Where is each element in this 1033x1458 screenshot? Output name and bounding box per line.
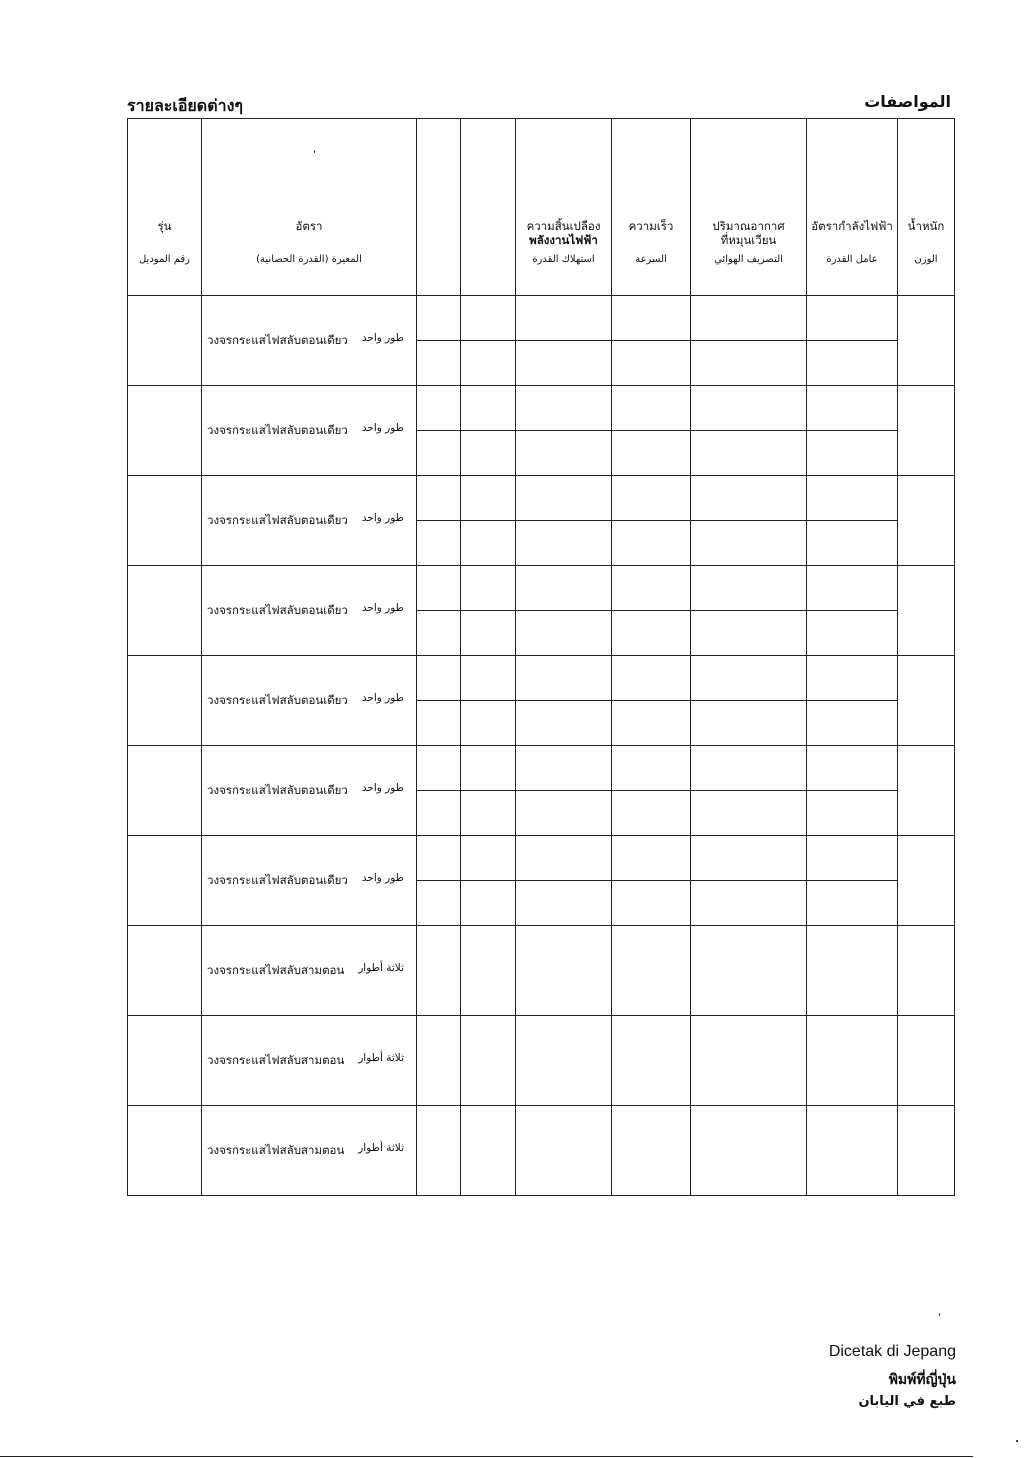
rating-cell xyxy=(202,386,417,476)
table-row xyxy=(128,476,955,521)
phase-thai: วงจรกระแสไฟสลับตอนเดียว xyxy=(207,603,348,617)
col-consumption-arabic: استهلاك القدرة xyxy=(532,254,595,265)
power-factor-cell xyxy=(807,836,898,881)
col-weight xyxy=(898,119,955,296)
consumption-cell xyxy=(516,746,612,791)
col-power-factor-thai: อัตรากำลังไฟฟ้า xyxy=(811,219,893,233)
voltage-cell xyxy=(417,836,461,881)
power-factor-cell xyxy=(807,296,898,341)
air-cell xyxy=(691,566,807,611)
col-model-thai: รุ่น xyxy=(157,219,172,233)
phase-arabic: ثلاثة أطوار xyxy=(358,1142,404,1154)
model-cell xyxy=(128,1106,202,1196)
consumption-cell xyxy=(516,521,612,566)
page-title-thai: รายละเอียดต่างๆ xyxy=(127,96,243,115)
frequency-cell xyxy=(461,926,516,1016)
voltage-cell xyxy=(417,341,461,386)
phase-arabic: ثلاثة أطوار xyxy=(358,1052,404,1064)
col-voltage xyxy=(417,119,461,296)
table-row xyxy=(128,836,955,881)
air-cell xyxy=(691,1106,807,1196)
model-cell xyxy=(128,656,202,746)
rating-cell xyxy=(202,1016,417,1106)
model-cell xyxy=(128,1016,202,1106)
model-cell xyxy=(128,926,202,1016)
col-air-arabic: التصريف الهوائي xyxy=(714,254,783,265)
phase-thai: วงจรกระแสไฟสลับตอนเดียว xyxy=(207,783,348,797)
consumption-cell xyxy=(516,1106,612,1196)
air-cell xyxy=(691,791,807,836)
air-cell xyxy=(691,341,807,386)
model-cell xyxy=(128,566,202,656)
col-consumption-thai: ความสิ้นเปลือง พลังงานไฟฟ้า xyxy=(526,219,601,247)
rating-cell xyxy=(202,296,417,386)
voltage-cell xyxy=(417,1016,461,1106)
phase-arabic: ثلاثة أطوار xyxy=(358,962,404,974)
col-rating xyxy=(202,119,417,296)
frequency-cell xyxy=(461,431,516,476)
consumption-cell xyxy=(516,836,612,881)
col-speed xyxy=(612,119,691,296)
weight-cell xyxy=(898,926,955,1016)
speed-cell xyxy=(612,836,691,881)
frequency-cell xyxy=(461,656,516,701)
phase-arabic: طور واحد xyxy=(361,512,404,524)
speed-cell xyxy=(612,476,691,521)
air-cell xyxy=(691,476,807,521)
speed-cell xyxy=(612,386,691,431)
air-cell xyxy=(691,881,807,926)
voltage-cell xyxy=(417,566,461,611)
air-cell xyxy=(691,656,807,701)
model-cell xyxy=(128,746,202,836)
consumption-cell xyxy=(516,296,612,341)
voltage-cell xyxy=(417,386,461,431)
power-factor-cell xyxy=(807,1016,898,1106)
speed-cell xyxy=(612,881,691,926)
col-speed-arabic: السرعة xyxy=(635,254,667,265)
consumption-cell xyxy=(516,926,612,1016)
power-factor-cell xyxy=(807,476,898,521)
speed-cell xyxy=(612,341,691,386)
page-title-arabic: المواصفات xyxy=(864,92,951,111)
spec-table xyxy=(127,118,955,1196)
table-row xyxy=(128,656,955,701)
model-cell xyxy=(128,476,202,566)
voltage-cell xyxy=(417,611,461,656)
frequency-cell xyxy=(461,611,516,656)
frequency-cell xyxy=(461,521,516,566)
voltage-cell xyxy=(417,701,461,746)
phase-arabic: طور واحد xyxy=(361,782,404,794)
speed-cell xyxy=(612,521,691,566)
phase-thai: วงจรกระแสไฟสลับสามตอน xyxy=(207,1053,345,1067)
phase-thai: วงจรกระแสไฟสลับตอนเดียว xyxy=(207,423,348,437)
model-cell xyxy=(128,836,202,926)
table-row xyxy=(128,1016,955,1106)
speed-cell xyxy=(612,656,691,701)
printed-in-arabic: طبع في اليابان xyxy=(858,1394,956,1409)
frequency-cell xyxy=(461,341,516,386)
consumption-cell xyxy=(516,566,612,611)
footer-tick-mark: ʹ xyxy=(938,1312,942,1325)
power-factor-cell xyxy=(807,746,898,791)
power-factor-cell xyxy=(807,566,898,611)
air-cell xyxy=(691,701,807,746)
voltage-cell xyxy=(417,656,461,701)
bottom-divider xyxy=(0,1456,973,1457)
speed-cell xyxy=(612,791,691,836)
speed-cell xyxy=(612,296,691,341)
air-cell xyxy=(691,521,807,566)
col-power-factor-arabic: عامل القدرة xyxy=(826,254,878,265)
rating-cell xyxy=(202,1106,417,1196)
air-cell xyxy=(691,746,807,791)
consumption-cell xyxy=(516,701,612,746)
power-factor-cell xyxy=(807,656,898,701)
consumption-cell xyxy=(516,881,612,926)
phase-thai: วงจรกระแสไฟสลับตอนเดียว xyxy=(207,333,348,347)
rating-cell xyxy=(202,746,417,836)
frequency-cell xyxy=(461,746,516,791)
table-row xyxy=(128,1106,955,1196)
air-cell xyxy=(691,386,807,431)
consumption-cell xyxy=(516,341,612,386)
voltage-cell xyxy=(417,881,461,926)
col-rating-thai: อัตรา xyxy=(295,219,323,233)
rating-cell xyxy=(202,926,417,1016)
frequency-cell xyxy=(461,296,516,341)
speed-cell xyxy=(612,701,691,746)
voltage-cell xyxy=(417,431,461,476)
table-row xyxy=(128,566,955,611)
voltage-cell xyxy=(417,476,461,521)
model-cell xyxy=(128,386,202,476)
power-factor-cell xyxy=(807,701,898,746)
frequency-cell xyxy=(461,701,516,746)
voltage-cell xyxy=(417,926,461,1016)
consumption-cell xyxy=(516,386,612,431)
model-cell xyxy=(128,296,202,386)
power-factor-cell xyxy=(807,926,898,1016)
tick-mark: ʹ xyxy=(313,149,317,162)
frequency-cell xyxy=(461,476,516,521)
speed-cell xyxy=(612,611,691,656)
table-row xyxy=(128,746,955,791)
consumption-cell xyxy=(516,476,612,521)
phase-arabic: طور واحد xyxy=(361,332,404,344)
col-consumption xyxy=(516,119,612,296)
voltage-cell xyxy=(417,1106,461,1196)
voltage-cell xyxy=(417,296,461,341)
consumption-cell xyxy=(516,431,612,476)
rating-cell xyxy=(202,476,417,566)
weight-cell xyxy=(898,386,955,476)
phase-thai: วงจรกระแสไฟสลับตอนเดียว xyxy=(207,513,348,527)
edge-mark xyxy=(1016,1440,1018,1442)
col-model-arabic: رقم الموديل xyxy=(138,254,191,265)
weight-cell xyxy=(898,746,955,836)
power-factor-cell xyxy=(807,1106,898,1196)
col-weight-arabic: الوزن xyxy=(914,254,938,265)
air-cell xyxy=(691,926,807,1016)
phase-arabic: طور واحد xyxy=(361,872,404,884)
air-cell xyxy=(691,431,807,476)
col-rating-arabic: المعيرة (القدرة الحصانية) xyxy=(256,254,362,265)
consumption-cell xyxy=(516,656,612,701)
speed-cell xyxy=(612,431,691,476)
weight-cell xyxy=(898,296,955,386)
frequency-cell xyxy=(461,386,516,431)
frequency-cell xyxy=(461,1106,516,1196)
voltage-cell xyxy=(417,791,461,836)
col-model xyxy=(128,119,202,296)
weight-cell xyxy=(898,836,955,926)
table-row xyxy=(128,386,955,431)
frequency-cell xyxy=(461,1016,516,1106)
air-cell xyxy=(691,296,807,341)
header-row xyxy=(128,119,955,296)
col-frequency xyxy=(461,119,516,296)
col-air-thai: ปริมาณอากาศ ที่หมุนเวียน xyxy=(712,219,785,247)
frequency-cell xyxy=(461,881,516,926)
voltage-cell xyxy=(417,521,461,566)
phase-thai: วงจรกระแสไฟสลับสามตอน xyxy=(207,963,345,977)
power-factor-cell xyxy=(807,521,898,566)
speed-cell xyxy=(612,1106,691,1196)
phase-arabic: طور واحد xyxy=(361,602,404,614)
weight-cell xyxy=(898,566,955,656)
consumption-cell xyxy=(516,791,612,836)
weight-cell xyxy=(898,656,955,746)
phase-thai: วงจรกระแสไฟสลับตอนเดียว xyxy=(207,693,348,707)
phase-arabic: طور واحد xyxy=(361,422,404,434)
printed-in-latin: Dicetak di Jepang xyxy=(828,1343,956,1360)
speed-cell xyxy=(612,926,691,1016)
air-cell xyxy=(691,1016,807,1106)
rating-cell xyxy=(202,656,417,746)
rating-cell xyxy=(202,836,417,926)
rating-cell xyxy=(202,566,417,656)
col-weight-thai: น้ำหนัก xyxy=(907,219,945,233)
speed-cell xyxy=(612,1016,691,1106)
frequency-cell xyxy=(461,836,516,881)
air-cell xyxy=(691,611,807,656)
frequency-cell xyxy=(461,566,516,611)
speed-cell xyxy=(612,746,691,791)
consumption-cell xyxy=(516,1016,612,1106)
frequency-cell xyxy=(461,791,516,836)
speed-cell xyxy=(612,566,691,611)
table-row xyxy=(128,926,955,1016)
printed-in-thai: พิมพ์ที่ญี่ปุ่น xyxy=(888,1372,956,1388)
power-factor-cell xyxy=(807,881,898,926)
power-factor-cell xyxy=(807,341,898,386)
col-air xyxy=(691,119,807,296)
phase-thai: วงจรกระแสไฟสลับตอนเดียว xyxy=(207,873,348,887)
air-cell xyxy=(691,836,807,881)
power-factor-cell xyxy=(807,386,898,431)
phase-thai: วงจรกระแสไฟสลับสามตอน xyxy=(207,1143,345,1157)
weight-cell xyxy=(898,1106,955,1196)
col-speed-thai: ความเร็ว xyxy=(628,219,674,233)
phase-arabic: طور واحد xyxy=(361,692,404,704)
col-power-factor xyxy=(807,119,898,296)
consumption-cell xyxy=(516,611,612,656)
power-factor-cell xyxy=(807,611,898,656)
voltage-cell xyxy=(417,746,461,791)
weight-cell xyxy=(898,476,955,566)
power-factor-cell xyxy=(807,791,898,836)
table-row xyxy=(128,296,955,341)
weight-cell xyxy=(898,1016,955,1106)
power-factor-cell xyxy=(807,431,898,476)
